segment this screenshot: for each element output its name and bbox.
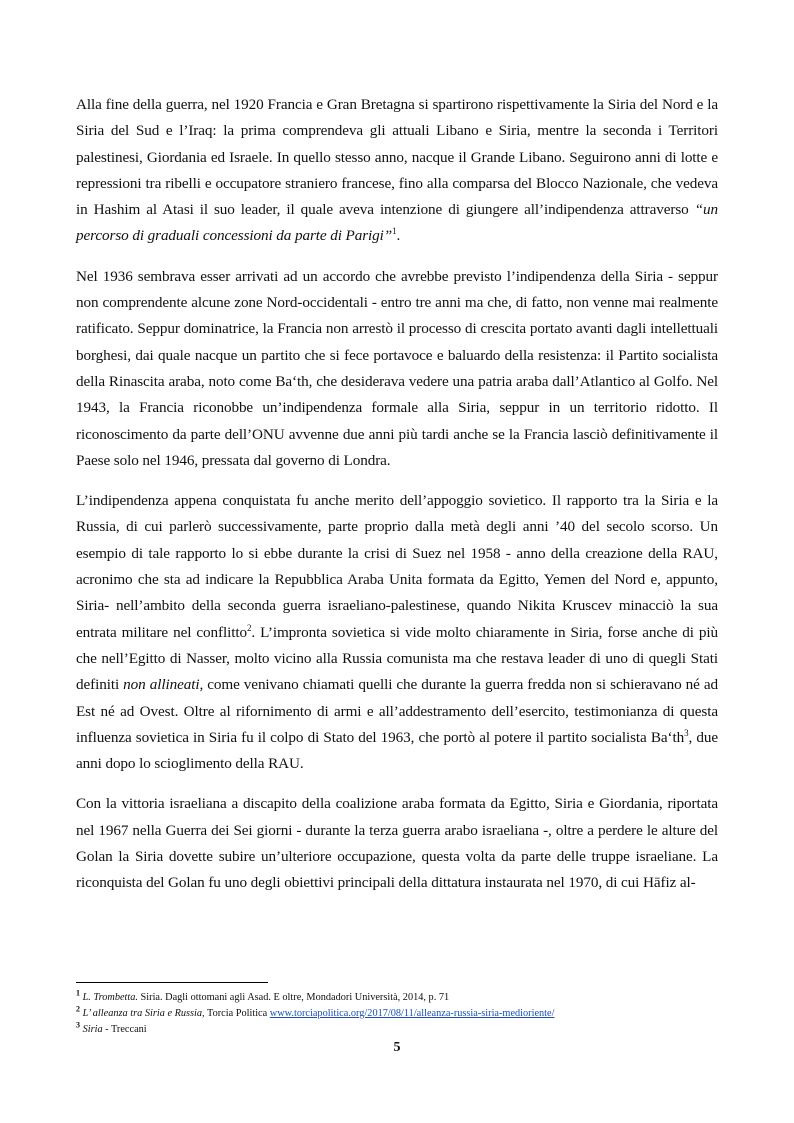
footnote-2	[76, 1006, 718, 1022]
footnote-separator	[76, 982, 268, 983]
paragraph-1-quote: “un percorso di graduali concessioni da parte di Parigi”	[76, 201, 718, 245]
footnote-author: L. Trombetta.	[82, 992, 138, 1003]
paragraph-2	[76, 264, 718, 474]
footnote-text: Siria. Dagli ottomani agli Asad. E oltre, Mondadori Università, 2014, p. 71	[137, 992, 450, 1003]
paragraph-3-text-b: . L’impronta sovietica si vide molto chiaramente in Siria, forse anche di più che nell’Egitto di Nasser, molto vicino alla Russia comunista ma che restava leader di uno di quegli Stati definiti	[76, 623, 718, 694]
paragraph-1-text: Alla fine della guerra, nel 1920 Francia e Gran Bretagna si spartirono rispettivamente la Siria del Nord e la Siria del Sud e l’Iraq: la prima comprendeva gli attuali Libano e Siria, mentre la seconda i Territori palestinesi, Giordania ed Israele. In quello stesso anno, nacque il Grande Libano. Seguirono anni di lotte e repressioni tra ribelli e occupatore straniero francese, fino alla comparsa del Blocco Nazionale, che vedeva in Hashim al Atasi il suo leader, il quale aveva intenzione di giungere all’indipendenza attraverso	[76, 96, 718, 219]
paragraph-2-text: Nel 1936 sembrava esser arrivati ad un accordo che avrebbe previsto l’indipendenza della Siria - seppur non comprendente alcune zone Nord-occidentali - entro tre anni ma che, di fatto, non venne mai realmente ratificato. Seppur dominatrice, la Francia non arrestò il processo di crescita portato avanti dagli intellettuali borghesi, dai quale nacque un partito che si fece portavoce e baluardo della resistenza: il Partito socialista della Rinascita araba, noto come Ba‘th, che desiderava vedere una patria araba dall’Atlantico al Golfo. Nel 1943, la Francia riconobbe un’indipendenza formale alla Siria, seppur in un territorio ridotto. Il riconoscimento da parte dell’ONU avvenne due anni più tardi anche se la Francia lasciò definitivamente il Paese solo nel 1946, pressata dal governo di Londra.	[76, 267, 718, 469]
footnote-3	[76, 1022, 718, 1038]
footnotes	[76, 990, 718, 1038]
paragraph-1	[76, 92, 718, 250]
footnote-1	[76, 990, 718, 1006]
paragraph-3-text-d: , due anni dopo lo scioglimento della RAU.	[76, 728, 718, 773]
footnote-number: 3	[76, 1020, 80, 1030]
footnote-number: 2	[76, 1004, 80, 1014]
footnote-link[interactable]: www.torciapolitica.org/2017/08/11/alleanza-russia-siria-medioriente/	[269, 1008, 555, 1019]
paragraph-3-text-a: L’indipendenza appena conquistata fu anche merito dell’appoggio sovietico. Il rapporto tra la Siria e la Russia, di cui parlerò successivamente, parte proprio dalla metà degli anni ’40 del secolo scorso. Un esempio di tale rapporto lo si ebbe durante la crisi di Suez nel 1958 - anno della creazione della RAU, acronimo che sta ad indicare la Repubblica Araba Unita formata da Egitto, Yemen del Nord e, appunto, Siria- nell’ambito della seconda guerra israeliano-palestinese, quando Nikita Kruscev minacciò la sua entrata militare nel conflitto	[76, 492, 718, 641]
paragraph-3-italic: non allineati	[123, 676, 200, 694]
paragraph-3	[76, 488, 718, 777]
footnote-title: Siria	[82, 1024, 103, 1035]
footnote-ref-1[interactable]: 1	[392, 226, 397, 237]
footnote-title: L’ alleanza tra Siria e Russia,	[82, 1008, 205, 1019]
paragraph-4	[76, 791, 718, 896]
footnote-number: 1	[76, 988, 80, 998]
footnote-text: Torcia Politica	[204, 1008, 270, 1019]
footnote-ref-3[interactable]: 3	[684, 727, 689, 738]
paragraph-3-text-c: , come venivano chiamati quelli che durante la guerra fredda non si schieravano né ad Est né ad Ovest. Oltre al rifornimento di armi e all’addestramento dell’esercito, testimonianza di questa influenza sovietica in Siria fu il colpo di Stato del 1963, che portò al potere il partito socialista Ba‘th	[76, 676, 718, 746]
footnote-text: - Treccani	[102, 1024, 147, 1035]
footnote-ref-2[interactable]: 2	[246, 622, 252, 633]
paragraph-1-end: .	[396, 227, 401, 245]
page-number: 5	[393, 1040, 401, 1055]
paragraph-4-text: Con la vittoria israeliana a discapito della coalizione araba formata da Egitto, Siria e Giordania, riportata nel 1967 nella Guerra dei Sei giorni - durante la terza guerra arabo israeliana -, oltre a perdere le alture del Golan la Siria dovette subire un’ulteriore occupazione, questa volta da parte delle truppe israeliane. La riconquista del Golan fu uno degli obiettivi principali della dittatura instaurata nel 1970, di cui Hāfiz al-	[76, 795, 718, 892]
body-text	[76, 92, 718, 911]
